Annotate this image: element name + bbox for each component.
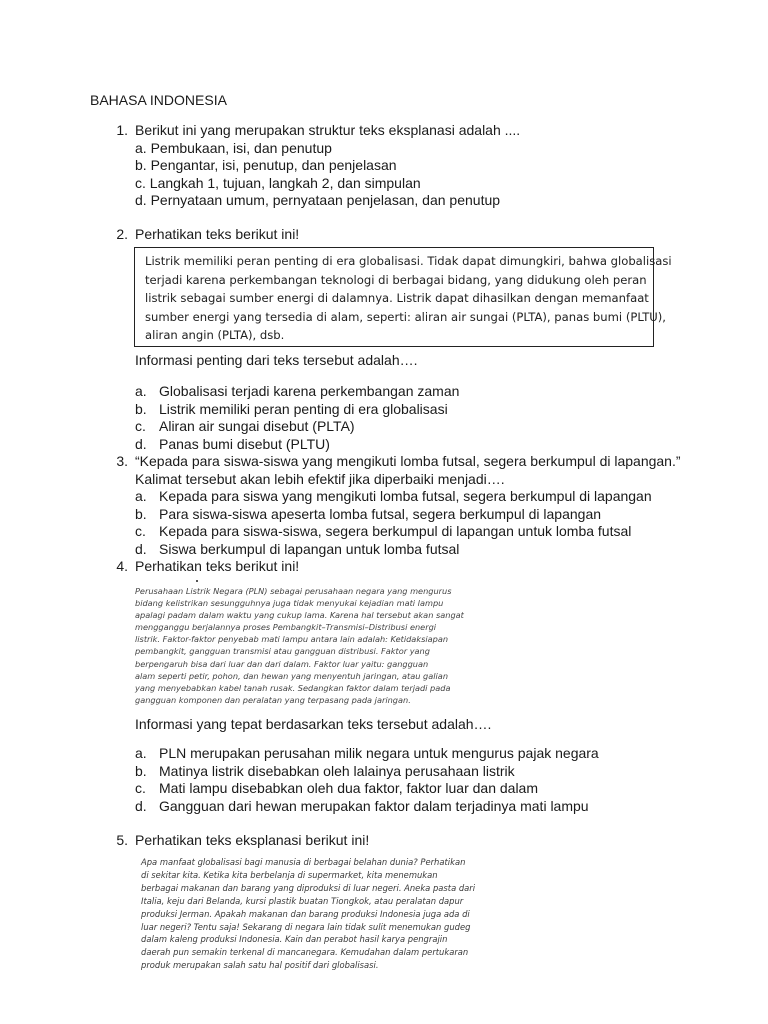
q2-prompt: Informasi penting dari teks tersebut adalah…. [135, 352, 418, 368]
q3-text-2: Kalimat tersebut akan lebih efektif jika diperbaiki menjadi…. [135, 470, 505, 487]
q2-option-a: Globalisasi terjadi karena perkembangan zaman [159, 383, 460, 399]
q5-number: 5. [116, 832, 128, 848]
q1-text: Berikut ini yang merupakan struktur teks eksplanasi adalah .... [135, 122, 521, 138]
q3-option-a-letter: a. [135, 488, 147, 504]
q4-option-d-letter: d. [135, 797, 147, 814]
q3-option-b: Para siswa-siswa apeserta lomba futsal, segera berkumpul di lapangan [159, 505, 602, 522]
q2-option-a-letter: a. [135, 383, 147, 399]
q1-option-c: c. Langkah 1, tujuan, langkah 2, dan simpulan [135, 174, 421, 191]
q2-number: 2. [116, 226, 128, 242]
q3-number: 3. [116, 453, 128, 469]
q4-option-c-letter: c. [135, 780, 146, 796]
q4-passage-line: bidang kelistrikan sesungguhnya juga tidak menyukai kejadian mati lampu [135, 598, 444, 609]
q5-passage-line: produk merupakan salah satu hal positif dari globalisasi. [141, 960, 379, 971]
q5-passage-line: Italia, keju dari Belanda, kursi plastik buatan Tiongkok, atau peralatan dapur [141, 895, 464, 906]
q2-passage-line: aliran angin (PLTA), dsb. [145, 328, 285, 343]
q4-passage-line: pembangkit, gangguan transmisi atau gangguan distribusi. Faktor yang [135, 646, 430, 657]
q5-passage-line: produksi Jerman. Apakah makanan dan barang produksi Indonesia juga ada di [141, 908, 470, 919]
q2-passage-box [134, 247, 672, 347]
q4-option-b-letter: b. [135, 762, 147, 779]
q2-option-b: Listrik memiliki peran penting di era globalisasi [159, 400, 448, 417]
q3-option-c-letter: c. [135, 523, 146, 539]
q4-passage-line: apalagi padam dalam waktu yang cukup lama. Karena hal tersebut akan sangat [135, 610, 464, 621]
q5-scanned-passage [141, 856, 475, 972]
q2-text: Perhatikan teks berikut ini! [135, 226, 300, 242]
q4-passage-line: berpengaruh bisa dari luar dan dari dalam. Faktor luar yaitu: gangguan [135, 658, 429, 669]
q4-passage-line: alam seperti petir, pohon, dan hewan yang menyentuh jaringan, atau galian [135, 670, 449, 681]
q4-option-a-letter: a. [135, 745, 147, 761]
q1-number: 1. [116, 122, 128, 138]
q4-option-b: Matinya listrik disebabkan oleh lalainya perusahaan listrik [159, 762, 515, 779]
q2-option-b-letter: b. [135, 400, 147, 417]
page-title: BAHASA INDONESIA [90, 92, 227, 108]
q4-passage-line: yang menyebabkan kabel tanah rusak. Sedangkan faktor dalam terjadi pada [135, 682, 451, 693]
q4-passage-line: Perusahaan Listrik Negara (PLN) sebagai perusahaan negara yang mengurus [135, 586, 452, 596]
q5-passage-line: luar negeri? Tentu saja! Sekarang di negara lain tidak sulit menemukan gudeg [141, 921, 471, 932]
q4-prompt: Informasi yang tepat berdasarkan teks tersebut adalah…. [135, 716, 492, 732]
q3-option-b-letter: b. [135, 505, 147, 522]
q4-passage-line: listrik. Faktor-faktor penyebab mati lampu antara lain adalah: Ketidaksiapan [135, 634, 449, 645]
q2-passage-line: Listrik memiliki peran penting di era globalisasi. Tidak dapat dimungkiri, bahwa globalisasi [145, 254, 672, 268]
q2-option-c: Aliran air sungai disebut (PLTA) [159, 418, 355, 434]
q2-passage-line: listrik sebagai sumber energi di dalamnya. Listrik dapat dihasilkan dengan memanfaat [145, 291, 649, 306]
q4-passage-line: gangguan komponen dan peralatan yang terpasang pada jaringan. [135, 694, 411, 705]
q2-option-d: Panas bumi disebut (PLTU) [159, 435, 330, 452]
q5-passage-line: dalam kaleng produksi Indonesia. Kain dan perabot hasil karya pengrajin [141, 934, 448, 945]
q2-passage-line: sumber energi yang tersedia di alam, seperti: aliran air sungai (PLTA), panas bumi (PLTU), [145, 309, 666, 324]
q4-option-a: PLN merupakan perusahan milik negara untuk mengurus pajak negara [159, 745, 599, 761]
q4-text: Perhatikan teks berikut ini! [135, 558, 300, 574]
q3-text: “Kepada para siswa-siswa yang mengikuti lomba futsal, segera berkumpul di lapangan.” [135, 453, 681, 469]
q2-option-c-letter: c. [135, 418, 146, 434]
q5-passage-line: berbagai makanan dan barang yang diproduksi di luar negeri. Aneka pasta dari [141, 882, 476, 893]
q4-number: 4. [116, 558, 128, 574]
q4-passage-line: mengganggu berjalannya proses Pembangkit–Transmisi–Distribusi energi [135, 622, 437, 633]
q5-text: Perhatikan teks eksplanasi berikut ini! [135, 832, 370, 848]
q4-scanned-passage [135, 585, 464, 706]
q5-passage-line: daerah pun semakin terkenal di mancanegara. Kemudahan dalam pertukaran [141, 947, 469, 958]
q5-passage-line: di sekitar kita. Ketika kita berbelanja di supermarket, kita menemukan [141, 869, 438, 880]
q3-option-a: Kepada para siswa yang mengikuti lomba futsal, segera berkumpul di lapangan [159, 488, 652, 504]
q1-option-d: d. Pernyataan umum, pernyataan penjelasan, dan penutup [135, 192, 501, 208]
q2-option-d-letter: d. [135, 435, 147, 452]
q1-option-a: a. Pembukaan, isi, dan penutup [135, 139, 332, 156]
q4-option-d: Gangguan dari hewan merupakan faktor dalam terjadinya mati lampu [159, 797, 589, 814]
q3-option-d: Siswa berkumpul di lapangan untuk lomba futsal [159, 540, 460, 557]
q3-option-c: Kepada para siswa-siswa, segera berkumpul di lapangan untuk lomba futsal [159, 523, 632, 539]
q5-passage-line: Apa manfaat globalisasi bagi manusia di berbagai belahan dunia? Perhatikan [141, 857, 466, 867]
scan-speck [196, 580, 198, 582]
q4-option-c: Mati lampu disebabkan oleh dua faktor, faktor luar dan dalam [159, 780, 539, 796]
q3-option-d-letter: d. [135, 540, 147, 557]
q2-passage-line: terjadi karena perkembangan teknologi di berbagai bidang, yang didukung oleh peran [145, 272, 647, 287]
q1-option-b: b. Pengantar, isi, penutup, dan penjelasan [135, 157, 397, 173]
